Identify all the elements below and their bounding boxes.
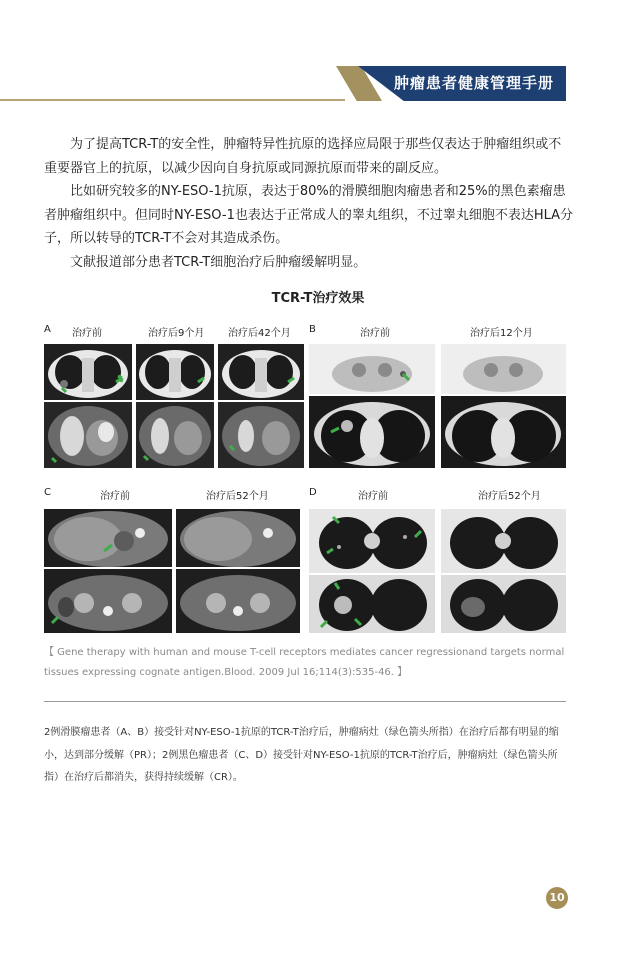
panel-c-label-before: 治疗前 — [100, 491, 130, 502]
scan-d-52mo-lower-lung — [441, 575, 566, 633]
header-rule — [0, 99, 345, 101]
scan-a-before-pelvis — [44, 402, 132, 468]
panel-a-label-42mo: 治疗后42个月 — [228, 328, 291, 339]
figure-title: TCR-T治疗效果 — [271, 291, 365, 306]
panel-a-label-9mo: 治疗后9个月 — [148, 328, 205, 339]
panel-c-label-52mo: 治疗后52个月 — [206, 491, 269, 502]
scan-d-before-lower-lung — [309, 575, 435, 633]
scan-c-52mo-liver — [176, 509, 300, 567]
paragraph-3: 文献报道部分患者TCR-T细胞治疗后肿瘤缓解明显。 — [70, 254, 367, 270]
panel-d-label-before: 治疗前 — [358, 491, 388, 502]
scan-b-12mo-lung — [441, 396, 566, 468]
scan-c-before-abdomen — [44, 569, 172, 633]
panel-b-label-12mo: 治疗后12个月 — [470, 328, 533, 339]
panel-d-letter: D — [309, 487, 317, 498]
panel-b-letter: B — [309, 324, 316, 335]
panel-a-label-before: 治疗前 — [72, 328, 102, 339]
panel-c-letter: C — [44, 487, 51, 498]
panel-b-label-before: 治疗前 — [360, 328, 390, 339]
figure-caption: 2例滑膜瘤患者（A、B）接受针对NY-ESO-1抗原的TCR-T治疗后，肿瘤病灶（绿色箭头所指）在治疗后都有明显的缩小，达到部分缓解（PR）；2例黑色瘤患者（C、D）接受针对NY-ESO-1抗原的TCR-T治疗后，肿瘤病灶（绿色箭头所指）在治疗后都消失，获得持续缓解（CR）。 — [44, 727, 559, 783]
body-text — [44, 133, 574, 274]
paragraph-2: 比如研究较多的NY-ESO-1抗原，表达于80%的滑膜细胞肉瘤患者和25%的黑色素瘤患者肿瘤组织中。但同时NY-ESO-1也表达于正常成人的睾丸组织，不过睾丸细胞不表达HLA分子，所以转导的TCR-T不会对其造成杀伤。 — [44, 184, 574, 246]
scan-a-42mo-pelvis — [218, 402, 304, 468]
scan-d-before-upper-lung — [309, 509, 435, 573]
scan-a-42mo-chest — [218, 344, 304, 400]
scan-b-before-upper — [309, 344, 435, 394]
scan-c-52mo-abdomen — [176, 569, 300, 633]
scan-b-before-lung — [309, 396, 435, 468]
paragraph-1: 为了提高TCR-T的安全性，肿瘤特异性抗原的选择应局限于那些仅表达于肿瘤组织或不重要器官上的抗原，以减少因向自身抗原或同源抗原而带来的副反应。 — [44, 137, 562, 176]
panel-d-label-52mo: 治疗后52个月 — [478, 491, 541, 502]
scan-c-before-liver — [44, 509, 172, 567]
scan-a-before-chest — [44, 344, 132, 400]
page-number: 10 — [546, 887, 568, 909]
figure-citation: 【 Gene therapy with human and mouse T-cell receptors mediates cancer regressionand targets normal tissues expressing cognate antigen.Blood. 2009 Jul 16;114(3):535-46. 】 — [44, 647, 565, 678]
scan-d-52mo-upper-lung — [441, 509, 566, 573]
scan-a-9mo-pelvis — [136, 402, 214, 468]
scan-a-9mo-chest — [136, 344, 214, 400]
divider — [44, 701, 566, 702]
header-title: 肿瘤患者健康管理手册 — [393, 74, 554, 92]
scan-b-12mo-upper — [441, 344, 566, 394]
panel-a-letter: A — [44, 324, 51, 335]
